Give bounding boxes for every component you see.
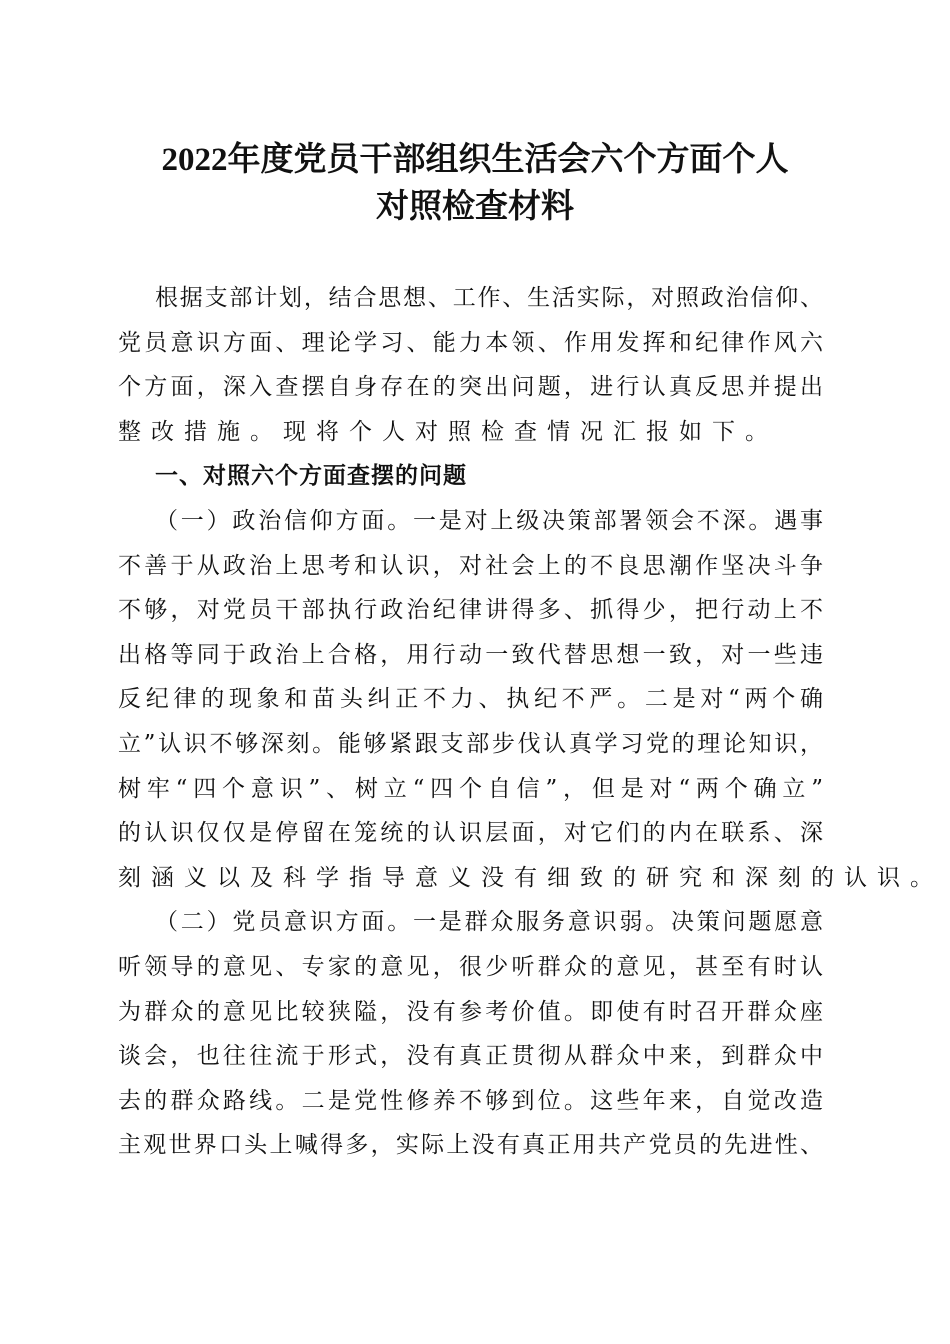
- text-line: 主观世界口头上喊得多，实际上没有真正用共产党员的先进性、: [118, 1132, 823, 1159]
- text-line: 反纪律的现象和苗头纠正不力、执纪不严。二是对“两个确: [118, 686, 823, 713]
- text-line: （二）党员意识方面。一是群众服务意识弱。决策问题愿意: [155, 909, 823, 936]
- text-line: 立”认识不够深刻。能够紧跟支部步伐认真学习党的理论知识，: [118, 730, 823, 757]
- document-body: [118, 276, 943, 1168]
- text-line: 党员意识方面、理论学习、能力本领、作用发挥和纪律作风六: [118, 329, 823, 356]
- section-heading: 一、对照六个方面查摆的问题: [155, 463, 467, 490]
- text-line: 根据支部计划，结合思想、工作、生活实际，对照政治信仰、: [155, 285, 823, 311]
- text-line: 谈会，也往往流于形式，没有真正贯彻从群众中来，到群众中: [118, 1043, 823, 1070]
- title-line: 2022年度党员干部组织生活会六个方面个人: [161, 142, 789, 178]
- text-line: 个方面，深入查摆自身存在的突出问题，进行认真反思并提出: [118, 374, 823, 401]
- paragraph-party-awareness: [118, 900, 823, 1168]
- paragraph-political-belief: [118, 499, 943, 900]
- text-line: 去的群众路线。二是党性修养不够到位。这些年来，自觉改造: [118, 1087, 823, 1114]
- text-line: （一）政治信仰方面。一是对上级决策部署领会不深。遇事: [155, 507, 823, 534]
- text-line: 听领导的意见、专家的意见，很少听群众的意见，甚至有时认: [118, 953, 823, 980]
- text-line: 出格等同于政治上合格，用行动一致代替思想一致，对一些违: [118, 641, 823, 668]
- text-line: 不够，对党员干部执行政治纪律讲得多、抓得少，把行动上不: [118, 597, 823, 624]
- text-line: 树牢“四个意识”、树立“四个自信”，但是对“两个确立”: [118, 775, 823, 802]
- document-title: [0, 137, 950, 231]
- text-line: 为群众的意见比较狭隘，没有参考价值。即使有时召开群众座: [118, 998, 823, 1025]
- intro-paragraph: [118, 276, 823, 454]
- text-line: 的认识仅仅是停留在笼统的认识层面，对它们的内在联系、深: [118, 820, 823, 847]
- text-line: 不善于从政治上思考和认识，对社会上的不良思潮作坚决斗争: [118, 552, 823, 579]
- title-line: 对照检查材料: [376, 189, 574, 225]
- text-line: 整改措施。现将个人对照检查情况汇报如下。: [118, 418, 778, 445]
- text-line: 刻涵义以及科学指导意义没有细致的研究和深刻的认识。: [118, 864, 943, 891]
